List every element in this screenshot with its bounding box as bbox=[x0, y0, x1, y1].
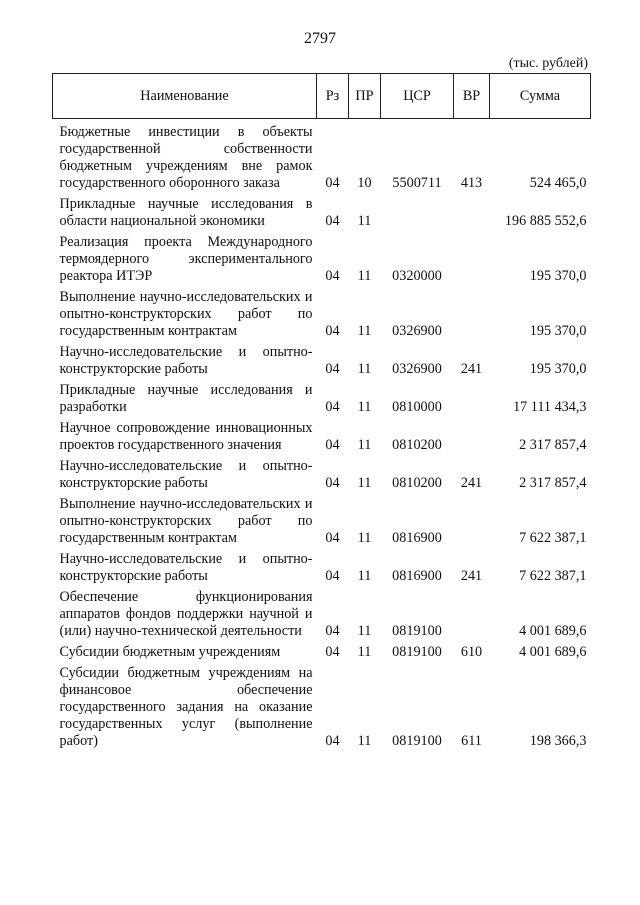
table-row bbox=[53, 496, 591, 551]
row-name: Субсидии бюджетным учреждениям bbox=[59, 644, 281, 660]
row-sum: 17 111 434,3 bbox=[513, 399, 587, 415]
row-pr: 11 bbox=[357, 623, 372, 639]
row-csr: 0819100 bbox=[392, 623, 442, 639]
row-rz: 04 bbox=[325, 399, 340, 415]
row-sum: 7 622 387,1 bbox=[519, 530, 587, 546]
row-sum: 2 317 857,4 bbox=[519, 475, 587, 491]
row-csr: 0816900 bbox=[392, 530, 442, 546]
table-row bbox=[53, 420, 591, 458]
row-name: Научно-исследовательские и опытно-конструкторские работы bbox=[59, 344, 313, 377]
row-sum: 7 622 387,1 bbox=[519, 568, 587, 584]
row-csr: 0320000 bbox=[392, 268, 442, 284]
table-row bbox=[53, 665, 591, 754]
row-csr: 0816900 bbox=[392, 568, 442, 584]
row-name: Обеспечение функционирования аппаратов фондов поддержки научной и (или) научно-технической деятельности bbox=[59, 589, 313, 639]
row-vr: 610 bbox=[460, 644, 483, 660]
row-name: Научно-исследовательские и опытно-конструкторские работы bbox=[59, 551, 313, 584]
row-sum: 4 001 689,6 bbox=[519, 644, 587, 660]
row-rz: 04 bbox=[325, 175, 340, 191]
row-rz: 04 bbox=[325, 568, 340, 584]
row-pr: 11 bbox=[357, 437, 372, 453]
row-rz: 04 bbox=[325, 213, 340, 229]
row-rz: 04 bbox=[325, 361, 340, 377]
row-vr: 241 bbox=[460, 475, 483, 491]
row-rz: 04 bbox=[325, 644, 340, 660]
row-sum: 4 001 689,6 bbox=[519, 623, 587, 639]
row-rz: 04 bbox=[325, 268, 340, 284]
row-rz: 04 bbox=[325, 437, 340, 453]
row-vr bbox=[454, 289, 490, 344]
row-sum: 195 370,0 bbox=[529, 268, 587, 284]
row-name: Прикладные научные исследования и разработки bbox=[59, 382, 313, 415]
table-row bbox=[53, 644, 591, 665]
row-vr: 241 bbox=[460, 361, 483, 377]
table-row bbox=[53, 196, 591, 234]
row-pr: 11 bbox=[357, 733, 372, 749]
row-name: Выполнение научно-исследовательских и опытно-конструкторских работ по государственным контрактам bbox=[59, 496, 313, 546]
header-pr: ПР bbox=[349, 74, 381, 119]
row-rz: 04 bbox=[325, 530, 340, 546]
row-name: Реализация проекта Международного термоядерного экспериментального реактора ИТЭР bbox=[59, 234, 313, 284]
budget-table bbox=[52, 73, 591, 754]
row-rz: 04 bbox=[325, 475, 340, 491]
table-row bbox=[53, 458, 591, 496]
row-sum: 524 465,0 bbox=[529, 175, 587, 191]
row-vr: 241 bbox=[460, 568, 483, 584]
table-row bbox=[53, 344, 591, 382]
table-row bbox=[53, 589, 591, 644]
row-rz: 04 bbox=[325, 623, 340, 639]
row-rz: 04 bbox=[325, 323, 340, 339]
page-number: 2797 bbox=[304, 30, 336, 47]
row-name: Бюджетные инвестиции в объекты государственной собственности бюджетным учреждениям вне рамок государственного оборонного заказа bbox=[59, 124, 313, 191]
row-csr: 0810000 bbox=[392, 399, 442, 415]
row-sum: 196 885 552,6 bbox=[504, 213, 587, 229]
row-pr: 11 bbox=[357, 268, 372, 284]
table-row bbox=[53, 289, 591, 344]
row-sum: 195 370,0 bbox=[529, 361, 587, 377]
row-vr bbox=[454, 496, 490, 551]
row-pr: 11 bbox=[357, 568, 372, 584]
row-vr: 413 bbox=[460, 175, 483, 191]
row-vr bbox=[454, 196, 490, 234]
row-pr: 11 bbox=[357, 361, 372, 377]
row-vr bbox=[454, 382, 490, 420]
row-sum: 195 370,0 bbox=[529, 323, 587, 339]
row-sum: 198 366,3 bbox=[529, 733, 587, 749]
row-pr: 11 bbox=[357, 475, 372, 491]
row-name: Научное сопровождение инновационных проектов государственного значения bbox=[59, 420, 313, 453]
table-row bbox=[53, 119, 591, 197]
row-pr: 10 bbox=[357, 175, 372, 191]
row-csr: 0810200 bbox=[392, 475, 442, 491]
row-csr: 0819100 bbox=[392, 733, 442, 749]
table-row bbox=[53, 234, 591, 289]
row-csr: 0326900 bbox=[392, 323, 442, 339]
row-pr: 11 bbox=[357, 213, 372, 229]
row-pr: 11 bbox=[357, 323, 372, 339]
table-row bbox=[53, 551, 591, 589]
row-name: Научно-исследовательские и опытно-конструкторские работы bbox=[59, 458, 313, 491]
table-row bbox=[53, 382, 591, 420]
row-name: Прикладные научные исследования в области национальной экономики bbox=[59, 196, 313, 229]
header-name: Наименование bbox=[53, 74, 317, 119]
row-name: Субсидии бюджетным учреждениям на финансовое обеспечение государственного задания на оказание государственных услуг (выполнение работ) bbox=[59, 665, 313, 749]
row-name: Выполнение научно-исследовательских и опытно-конструкторских работ по государственным контрактам bbox=[59, 289, 313, 339]
header-csr: ЦСР bbox=[381, 74, 454, 119]
row-vr: 611 bbox=[461, 733, 482, 749]
row-pr: 11 bbox=[357, 399, 372, 415]
header-sum: Сумма bbox=[490, 74, 591, 119]
table-header-row bbox=[53, 74, 591, 119]
units-label: (тыс. рублей) bbox=[508, 56, 588, 71]
row-csr: 0326900 bbox=[392, 361, 442, 377]
header-rz: Рз bbox=[317, 74, 349, 119]
row-csr: 0810200 bbox=[392, 437, 442, 453]
row-pr: 11 bbox=[357, 530, 372, 546]
row-sum: 2 317 857,4 bbox=[519, 437, 587, 453]
row-vr bbox=[454, 234, 490, 289]
row-vr bbox=[454, 420, 490, 458]
row-csr: 0819100 bbox=[392, 644, 442, 660]
row-pr: 11 bbox=[357, 644, 372, 660]
row-csr bbox=[381, 196, 454, 234]
row-csr: 5500711 bbox=[392, 175, 442, 191]
row-vr bbox=[454, 589, 490, 644]
row-rz: 04 bbox=[325, 733, 340, 749]
header-vr: ВР bbox=[454, 74, 490, 119]
